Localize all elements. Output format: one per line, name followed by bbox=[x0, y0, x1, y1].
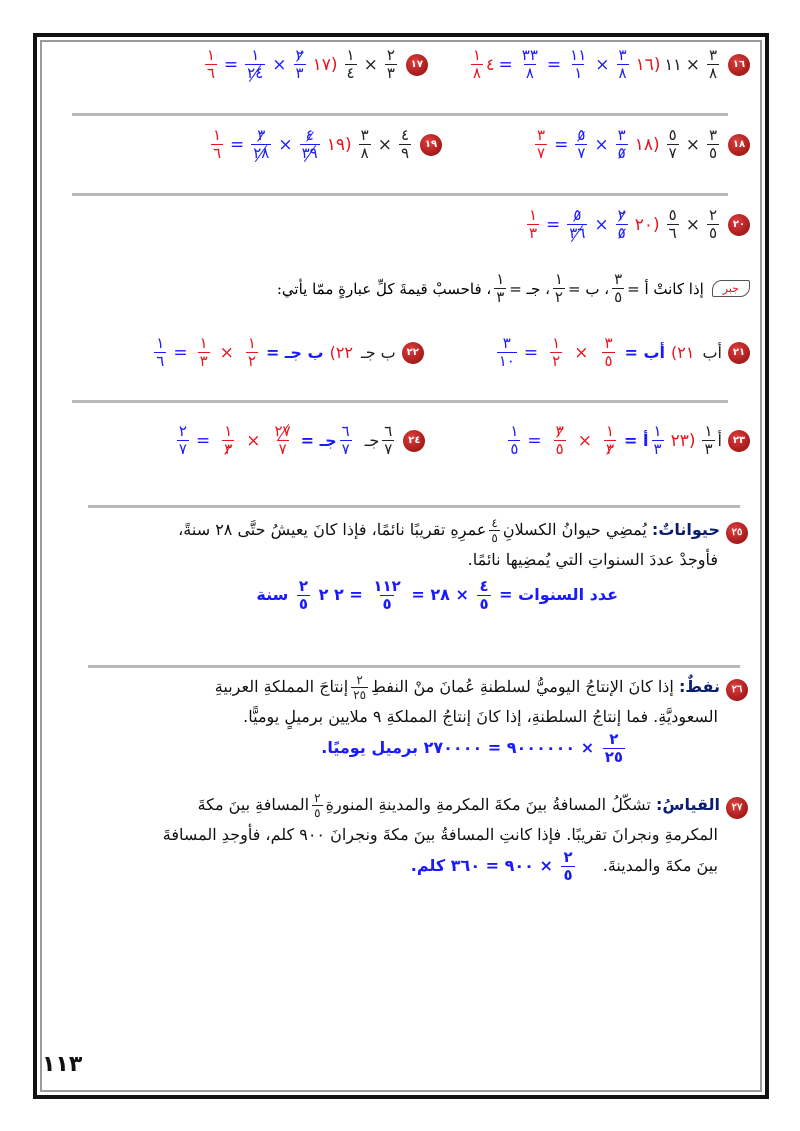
denominator: ٩ bbox=[400, 144, 410, 162]
fraction bbox=[385, 48, 397, 81]
answer-label: (٢٠ bbox=[634, 214, 660, 235]
text: نفطٌ: bbox=[678, 677, 720, 696]
fraction bbox=[177, 424, 189, 457]
text: القياسُ: bbox=[655, 795, 720, 814]
separator bbox=[72, 400, 728, 403]
exercise-21 bbox=[494, 336, 722, 369]
answer-label: (١٧ bbox=[312, 54, 338, 75]
exercise-badge-16: ١٦ bbox=[728, 54, 750, 76]
numerator: ٤ bbox=[400, 126, 410, 144]
numerator: ١ bbox=[199, 334, 208, 352]
fraction bbox=[707, 128, 719, 161]
exercise-24 bbox=[174, 424, 397, 457]
text: بينَ مكةَ والمدينةَ. bbox=[602, 856, 718, 875]
numerator: ١ bbox=[251, 46, 260, 64]
text: عمرِهِ تقريبًا نائمًا، فإذا كانَ يعيشُ حتَّى ٢٨ سنةً، bbox=[178, 520, 487, 539]
numerator: ٤ bbox=[305, 126, 314, 144]
operator: (٢٣ bbox=[670, 430, 696, 451]
algebra-instruction bbox=[50, 272, 750, 305]
text: أب = bbox=[624, 343, 666, 362]
denominator: ٨ bbox=[360, 144, 369, 162]
denominator: ٧ bbox=[384, 440, 393, 458]
text: إنتاجَ المملكةِ العربيةِ bbox=[214, 677, 349, 696]
exercise-19 bbox=[208, 128, 414, 161]
text bbox=[108, 672, 748, 702]
answer-fraction bbox=[471, 48, 483, 81]
numerator: ١ bbox=[212, 126, 221, 144]
operator: × bbox=[377, 134, 392, 155]
fraction bbox=[602, 336, 614, 369]
denominator: ٥ bbox=[708, 224, 717, 242]
numerator: ٢ bbox=[298, 577, 309, 595]
fraction bbox=[561, 850, 574, 883]
denominator: ٣ bbox=[199, 352, 208, 370]
text: عدد السنوات = bbox=[499, 585, 618, 604]
numerator: ٣ bbox=[257, 126, 266, 144]
numerator: ٢ bbox=[178, 422, 187, 440]
numerator: ١ bbox=[496, 270, 505, 288]
text: المكرمةِ ونجرانَ تقريبًا. فإذا كانتِ المسافةُ بينَ مكةَ ونجرانَ ٩٠٠ كلم، فأوجدِ المسافةَ bbox=[162, 825, 718, 844]
denominator: ٧ bbox=[577, 144, 586, 162]
operator: = bbox=[498, 54, 513, 75]
denominator: ٢ bbox=[552, 352, 561, 370]
text: جـ = bbox=[300, 431, 337, 450]
operator: × bbox=[278, 134, 293, 155]
text: أب bbox=[702, 343, 722, 362]
fraction bbox=[497, 336, 517, 369]
exercise-badge-24: ٢٤ bbox=[403, 430, 425, 452]
denominator: ٧ bbox=[537, 144, 546, 162]
denominator: ٥ bbox=[617, 224, 626, 242]
numerator: ١١٢ bbox=[373, 577, 401, 595]
operator: = bbox=[523, 342, 539, 363]
numerator: ١ bbox=[605, 422, 615, 440]
exercise-25 bbox=[108, 515, 748, 612]
denominator: ٣ bbox=[496, 288, 505, 306]
numerator: ٥ bbox=[573, 206, 582, 224]
numerator: ٢٧ bbox=[274, 422, 291, 440]
denominator: ٣٦ bbox=[569, 224, 586, 242]
fraction bbox=[508, 424, 520, 457]
row-exercises-21-22 bbox=[50, 336, 750, 369]
numerator: ٣ bbox=[360, 126, 369, 144]
denominator: ٧ bbox=[178, 440, 187, 458]
row-exercises-16-17 bbox=[50, 48, 750, 81]
denominator: ٧ bbox=[278, 440, 287, 458]
fraction bbox=[550, 336, 562, 369]
denominator: ٤ bbox=[346, 64, 355, 82]
exercise-badge-22: ٢٢ bbox=[402, 342, 424, 364]
denominator: ١ bbox=[574, 64, 583, 82]
text: ٢٢) bbox=[329, 343, 354, 362]
numerator: ٦ bbox=[384, 422, 393, 440]
text: ، ب = bbox=[567, 279, 610, 298]
denominator: ٥ bbox=[563, 866, 573, 884]
text: ٢١) bbox=[671, 343, 695, 362]
exercise-17 bbox=[202, 48, 400, 81]
fraction bbox=[554, 424, 566, 457]
fraction bbox=[553, 272, 565, 305]
operator: × bbox=[272, 54, 287, 75]
text: ب جـ bbox=[361, 343, 396, 362]
text: إذا كانَ الإنتاجُ اليوميُّ لسلطنةِ عُمانَ منْ النفطِ bbox=[371, 677, 674, 696]
denominator: ٥ bbox=[708, 144, 717, 162]
numerator: ٣ bbox=[555, 422, 564, 440]
text: السعوديَّةِ. فما إنتاجُ السلطنةِ، إذا كانَ إنتاجُ المملكةِ ٩ ملايين برميلٍ يوميًّا. bbox=[243, 707, 718, 726]
times-sign: × bbox=[685, 54, 700, 75]
fraction bbox=[382, 424, 394, 457]
text: جـ bbox=[364, 431, 380, 450]
numerator: ٣ bbox=[614, 270, 623, 288]
numerator: ١ bbox=[704, 422, 713, 440]
fraction bbox=[707, 48, 719, 81]
denominator: ٢٨ bbox=[253, 144, 270, 162]
exercise-badge-19: ١٩ bbox=[420, 134, 442, 156]
fraction bbox=[702, 424, 714, 457]
fraction bbox=[616, 128, 628, 161]
exercise-26 bbox=[108, 672, 748, 765]
fraction bbox=[612, 272, 624, 305]
answer-label: (١٩ bbox=[326, 134, 352, 155]
exercise-20 bbox=[524, 208, 722, 241]
numerator: ٣ bbox=[617, 126, 626, 144]
numerator: ٤ bbox=[479, 577, 489, 595]
denominator: ١٠ bbox=[498, 352, 515, 370]
exercise-26-answer bbox=[108, 732, 748, 765]
numerator: ١ bbox=[554, 270, 563, 288]
denominator: ٨ bbox=[618, 64, 627, 82]
numerator: ١ bbox=[472, 46, 481, 64]
separator bbox=[72, 113, 728, 116]
text: ، جـ = bbox=[509, 279, 550, 298]
denominator: ٥ bbox=[298, 595, 309, 613]
denominator: ٣٩ bbox=[301, 144, 318, 162]
fraction bbox=[494, 272, 506, 305]
denominator: ٥ bbox=[314, 806, 321, 820]
denominator: ٦ bbox=[206, 64, 215, 82]
text bbox=[108, 515, 748, 545]
numerator: ٢ bbox=[314, 791, 321, 805]
text: × ٩٠٠٠٠٠٠ = ٢٧٠٠٠٠ برميل يوميًا. bbox=[321, 738, 595, 757]
operator: × bbox=[363, 54, 378, 75]
numerator: ٥ bbox=[668, 206, 677, 224]
numerator: ٣ bbox=[708, 46, 717, 64]
denominator: ٢٤ bbox=[247, 64, 264, 82]
operator: = bbox=[195, 430, 211, 451]
answer-label: (١٦ bbox=[635, 54, 661, 75]
row-exercise-20 bbox=[50, 208, 750, 241]
numerator: ٦ bbox=[341, 422, 350, 440]
denominator: ٥ bbox=[510, 440, 519, 458]
text: ، فاحسبْ قيمةَ كلِّ عبارةٍ ممّا يأتي: bbox=[276, 279, 492, 298]
operator: × bbox=[595, 54, 610, 75]
denominator: ٣ bbox=[224, 440, 233, 458]
numerator: ١ bbox=[156, 334, 165, 352]
operator: × bbox=[685, 214, 700, 235]
fraction bbox=[535, 128, 547, 161]
exercise-badge-23: ٢٣ bbox=[728, 430, 750, 452]
exercise-25-answer bbox=[108, 579, 748, 612]
denominator: ٢ bbox=[247, 352, 256, 370]
numerator: ٥ bbox=[668, 126, 677, 144]
denominator: ٨ bbox=[472, 64, 481, 82]
operator: × bbox=[594, 134, 609, 155]
numerator: ١ bbox=[510, 422, 519, 440]
text: ٢ ٢ bbox=[318, 585, 344, 604]
numerator: ٢ bbox=[295, 46, 304, 64]
exercise-22 bbox=[151, 336, 395, 369]
fraction bbox=[297, 579, 310, 612]
denominator: ٦ bbox=[212, 144, 221, 162]
numerator: ١ bbox=[528, 206, 538, 224]
operator: × bbox=[577, 430, 592, 451]
row-exercises-23-24 bbox=[50, 424, 750, 457]
fraction bbox=[211, 128, 223, 161]
text: × ٩٠٠ = ٣٦٠ كلم. bbox=[410, 856, 553, 875]
whole-number: ١١ bbox=[664, 55, 682, 74]
text: = bbox=[349, 585, 363, 604]
text: المسافةِ بينَ مكةَ bbox=[197, 795, 310, 814]
operator: = bbox=[223, 54, 239, 75]
denominator: ٣ bbox=[653, 440, 662, 458]
denominator: ٣ bbox=[605, 440, 615, 458]
page-number: ١١٣ bbox=[42, 1052, 83, 1077]
denominator: ٦ bbox=[668, 224, 677, 242]
text: جبر bbox=[722, 282, 739, 295]
fraction bbox=[222, 424, 234, 457]
fraction bbox=[603, 732, 625, 765]
denominator: ٨ bbox=[525, 64, 534, 82]
fraction bbox=[345, 48, 357, 81]
denominator: ٧ bbox=[341, 440, 350, 458]
numerator: ١ bbox=[552, 334, 561, 352]
fraction bbox=[294, 48, 306, 81]
operator: × bbox=[574, 342, 589, 363]
denominator: ٣ bbox=[704, 440, 713, 458]
numerator: ١ bbox=[653, 422, 662, 440]
fraction bbox=[154, 336, 166, 369]
text: أ bbox=[717, 431, 722, 450]
fraction bbox=[520, 48, 540, 81]
fraction bbox=[399, 128, 411, 161]
fraction bbox=[667, 128, 679, 161]
row-exercises-18-19 bbox=[50, 128, 750, 161]
answer-whole: ٤ bbox=[485, 55, 495, 74]
numerator: ٣٣ bbox=[521, 46, 538, 64]
fraction bbox=[477, 579, 490, 612]
denominator: ٥ bbox=[604, 352, 613, 370]
separator bbox=[88, 505, 740, 508]
fraction bbox=[251, 128, 271, 161]
fraction bbox=[527, 208, 539, 241]
numerator: ٢ bbox=[386, 46, 395, 64]
fraction bbox=[359, 128, 371, 161]
denominator: ٦ bbox=[156, 352, 165, 370]
fraction bbox=[340, 424, 352, 457]
fraction bbox=[707, 208, 719, 241]
numerator: ٣ bbox=[537, 126, 546, 144]
fraction bbox=[567, 208, 587, 241]
separator bbox=[88, 665, 740, 668]
denominator: ٥ bbox=[614, 288, 623, 306]
exercise-badge-26: ٢٦ bbox=[726, 679, 748, 701]
fraction bbox=[604, 424, 616, 457]
exercise-badge-18: ١٨ bbox=[728, 134, 750, 156]
text: ب جـ = bbox=[265, 343, 324, 362]
numerator: ٣ bbox=[618, 46, 627, 64]
algebra-tag bbox=[712, 280, 750, 297]
numerator: ١ bbox=[247, 334, 256, 352]
operator: = bbox=[546, 54, 562, 75]
numerator: ٢ bbox=[356, 673, 363, 687]
denominator: ٣ bbox=[528, 224, 538, 242]
denominator: ٢ bbox=[554, 288, 563, 306]
exercise-badge-25: ٢٥ bbox=[726, 522, 748, 544]
text: تشكّلُ المسافةُ بينَ مكةَ المكرمةِ والمدينةِ المنورةِ bbox=[325, 795, 651, 814]
separator bbox=[72, 193, 728, 196]
denominator: ٥ bbox=[491, 531, 498, 545]
operator: × bbox=[246, 430, 261, 451]
numerator: ١ bbox=[224, 422, 233, 440]
text: حيواناتٌ: bbox=[651, 520, 720, 539]
exercise-badge-20: ٢٠ bbox=[728, 214, 750, 236]
numerator: ٥ bbox=[577, 126, 586, 144]
fraction bbox=[616, 208, 628, 241]
numerator: ٣ bbox=[502, 334, 511, 352]
operator: = bbox=[230, 134, 245, 155]
fraction bbox=[371, 579, 402, 612]
fraction bbox=[198, 336, 210, 369]
fraction bbox=[246, 336, 258, 369]
numerator: ٢ bbox=[609, 730, 619, 748]
fraction bbox=[489, 517, 499, 544]
exercise-16 bbox=[468, 48, 722, 81]
text: × ٢٨ = bbox=[411, 585, 469, 604]
fraction bbox=[667, 208, 679, 241]
text bbox=[108, 790, 748, 820]
exercise-badge-27: ٢٧ bbox=[726, 797, 748, 819]
numerator: ٢ bbox=[563, 848, 573, 866]
text: فأوجدْ عددَ السنواتِ التي يُمضِيها نائمًا. bbox=[467, 550, 718, 569]
denominator: ٣ bbox=[295, 64, 304, 82]
exercise-23 bbox=[505, 424, 722, 457]
fraction bbox=[312, 792, 322, 819]
text: أ = bbox=[624, 431, 649, 450]
numerator: ٣ bbox=[604, 334, 613, 352]
fraction bbox=[652, 424, 664, 457]
fraction bbox=[568, 48, 588, 81]
fraction bbox=[351, 674, 368, 701]
numerator: ١ bbox=[346, 46, 355, 64]
denominator: ٨ bbox=[708, 64, 717, 82]
operator: = bbox=[527, 430, 542, 451]
denominator: ٥ bbox=[555, 440, 564, 458]
numerator: ١١ bbox=[570, 46, 587, 64]
numerator: ١ bbox=[206, 46, 215, 64]
fraction bbox=[300, 128, 320, 161]
text: سنة bbox=[256, 585, 289, 604]
exercise-badge-17: ١٧ bbox=[406, 54, 428, 76]
fraction bbox=[575, 128, 587, 161]
answer-label: (١٨ bbox=[634, 134, 660, 155]
operator: × bbox=[594, 214, 609, 235]
exercise-27-answer bbox=[410, 848, 578, 884]
text: يُمضِي حيوانُ الكسلانِ bbox=[502, 520, 647, 539]
denominator: ٣ bbox=[386, 64, 395, 82]
numerator: ٢ bbox=[617, 206, 626, 224]
text: إذا كانتْ أ = bbox=[627, 279, 704, 298]
exercise-badge-21: ٢١ bbox=[728, 342, 750, 364]
operator: = bbox=[546, 214, 561, 235]
operator: × bbox=[685, 134, 700, 155]
operator: = bbox=[173, 342, 188, 363]
denominator: ٥ bbox=[479, 595, 489, 613]
numerator: ٤ bbox=[491, 516, 498, 530]
denominator: ٧ bbox=[668, 144, 677, 162]
denominator: ٢٥ bbox=[353, 688, 367, 702]
operator: = bbox=[554, 134, 569, 155]
denominator: ٥ bbox=[382, 595, 392, 613]
exercise-27 bbox=[108, 790, 748, 883]
exercise-18 bbox=[532, 128, 722, 161]
fraction bbox=[273, 424, 293, 457]
numerator: ٢ bbox=[708, 206, 717, 224]
denominator: ٢٥ bbox=[604, 748, 623, 766]
text bbox=[108, 850, 748, 883]
operator: × bbox=[219, 342, 234, 363]
fraction bbox=[617, 48, 629, 81]
answer-fraction bbox=[205, 48, 217, 81]
numerator: ٣ bbox=[708, 126, 717, 144]
denominator: ٥ bbox=[617, 144, 626, 162]
fraction bbox=[245, 48, 265, 81]
